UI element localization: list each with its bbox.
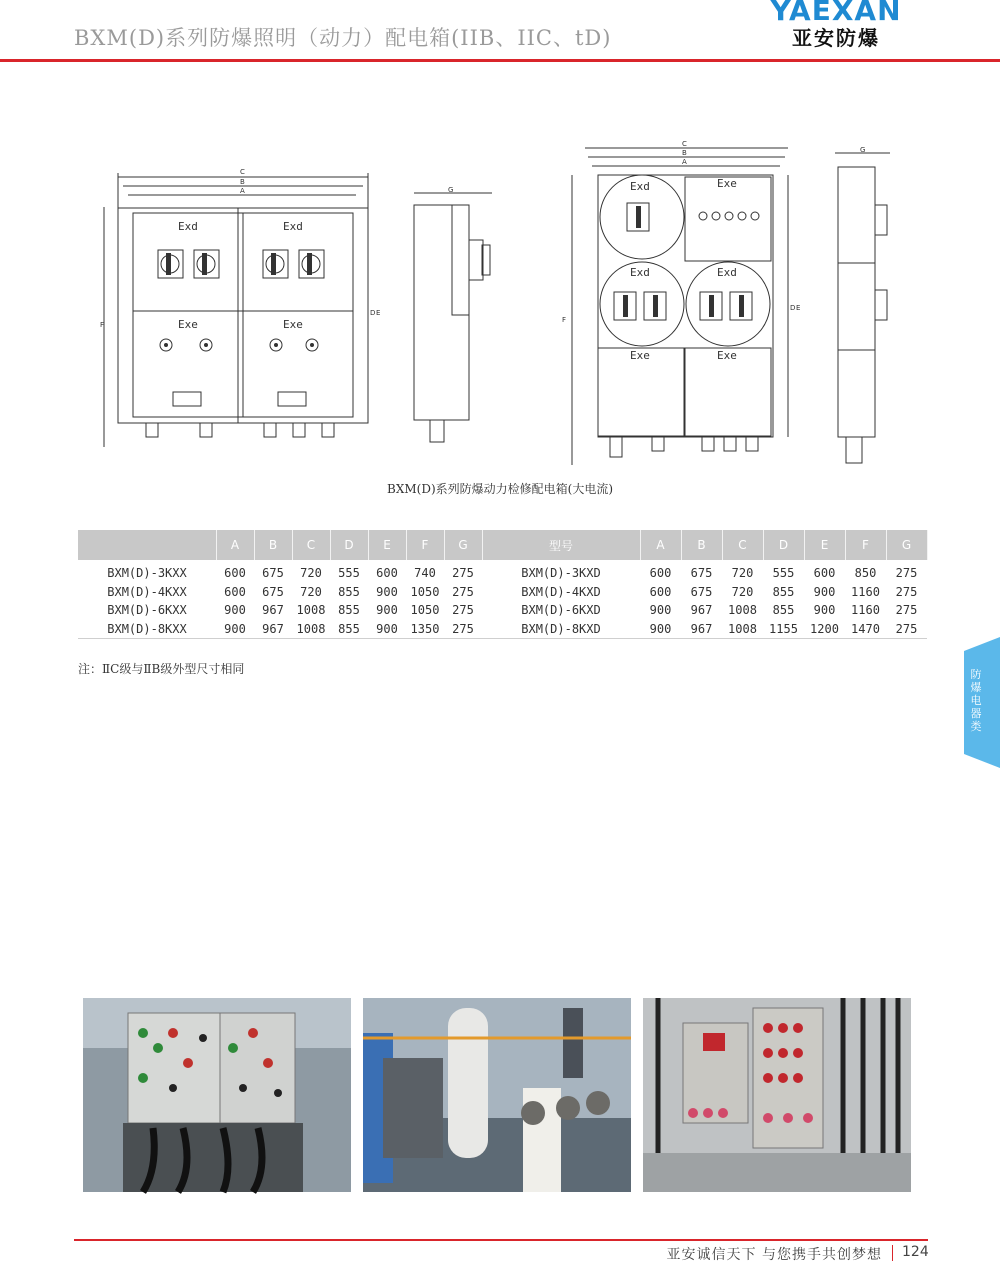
table-row <box>78 620 927 639</box>
table-header-cell: F <box>845 530 886 560</box>
table-cell: 967 <box>690 603 713 618</box>
table-cell: BXM(D)-4KXD <box>521 584 601 599</box>
table-header-cell: C <box>722 530 763 560</box>
table-cell: 1470 <box>845 620 886 639</box>
table-header-cell: E <box>804 530 845 560</box>
table-header-cell: G <box>886 530 927 560</box>
dim-d-2: D <box>790 304 796 312</box>
table-cell: 555 <box>772 566 795 581</box>
dim-a-2: A <box>682 158 687 166</box>
table-cell: 850 <box>854 566 877 581</box>
table-cell: 900 <box>368 620 406 639</box>
table-header-cell: B <box>681 530 722 560</box>
table-header-cell: E <box>368 530 406 560</box>
table-cell: BXM(D)-3KXD <box>521 566 601 581</box>
photo-plant-site <box>363 998 631 1192</box>
table-header-cell: G <box>444 530 482 560</box>
table-note: 注：ⅡC级与ⅡB级外型尺寸相同 <box>78 662 245 676</box>
label-exd-1: Exd <box>178 220 198 233</box>
table-cell: 1155 <box>763 620 804 639</box>
table-cell: 600 <box>649 584 672 599</box>
footer-slogan: 亚安诚信天下 与您携手共创梦想 <box>666 1247 882 1263</box>
table-cell: 1050 <box>410 584 440 599</box>
table-cell: 1350 <box>406 620 444 639</box>
dim-a: A <box>240 187 245 195</box>
table-cell: 1008 <box>722 620 763 639</box>
label-exd-4: Exd <box>630 266 650 279</box>
table-cell: 600 <box>376 566 398 581</box>
table-cell: 855 <box>772 584 795 599</box>
table-cell: 600 <box>224 566 246 581</box>
dim-c: C <box>240 168 245 176</box>
table-cell: 275 <box>895 584 918 599</box>
drawing-kxd-front <box>562 140 805 470</box>
table-cell: 900 <box>640 620 681 639</box>
label-exe-3: Exe <box>717 177 737 190</box>
dim-d: D <box>370 309 376 317</box>
table-row <box>78 583 927 602</box>
header-divider <box>0 59 1000 62</box>
table-cell: 275 <box>452 566 474 581</box>
table-cell: 555 <box>338 566 360 581</box>
table-cell: 720 <box>731 566 754 581</box>
dim-f-2: F <box>562 316 567 324</box>
dimension-table <box>78 530 928 639</box>
table-cell: 1008 <box>728 603 757 618</box>
table-header-cell: D <box>763 530 804 560</box>
table-cell: BXM(D)-4KXX <box>107 584 187 599</box>
table-row <box>78 601 927 620</box>
table-header-cell: D <box>330 530 368 560</box>
table-cell: 855 <box>330 620 368 639</box>
table-cell: 720 <box>731 584 754 599</box>
table-cell: 675 <box>690 584 713 599</box>
table-cell: 900 <box>376 603 398 618</box>
dim-e: E <box>376 309 381 317</box>
table-cell: 1200 <box>804 620 845 639</box>
label-exd-3: Exd <box>630 180 650 193</box>
table-cell: 900 <box>813 603 836 618</box>
table-cell: 675 <box>262 566 284 581</box>
table-header-cell: A <box>640 530 681 560</box>
table-cell: 967 <box>254 620 292 639</box>
dim-g: G <box>448 186 454 194</box>
footer-divider <box>74 1239 928 1241</box>
table-cell: 1160 <box>851 603 880 618</box>
label-exe-5: Exe <box>717 349 737 362</box>
table-row <box>78 560 927 583</box>
label-exe-4: Exe <box>630 349 650 362</box>
brand-name-cn: 亚安防爆 <box>792 26 880 50</box>
dim-e-2: E <box>796 304 801 312</box>
table-cell: 275 <box>895 603 918 618</box>
table-cell: 600 <box>649 566 672 581</box>
table-cell: 275 <box>452 584 474 599</box>
table-header-cell: F <box>406 530 444 560</box>
dim-c-2: C <box>682 140 687 148</box>
table-cell: 967 <box>262 603 284 618</box>
drawing-kxd-side <box>830 145 895 470</box>
table-header-row <box>78 530 927 560</box>
dim-b-2: B <box>682 149 687 157</box>
table-cell: 275 <box>886 620 927 639</box>
photo-installed-panel <box>83 998 351 1192</box>
page-number: 124 <box>902 1244 929 1260</box>
drawing-kxx-side <box>404 185 496 455</box>
table-header-cell: C <box>292 530 330 560</box>
table-cell: 900 <box>224 603 246 618</box>
table-cell: 855 <box>338 603 360 618</box>
drawing-kxx-front <box>98 165 388 455</box>
label-exe-2: Exe <box>283 318 303 331</box>
table-cell: 900 <box>216 620 254 639</box>
table-cell: BXM(D)-6KXX <box>107 603 187 618</box>
table-cell: 675 <box>262 584 284 599</box>
table-cell: BXM(D)-6KXD <box>521 603 601 618</box>
table-cell: 720 <box>300 566 322 581</box>
table-cell: 1008 <box>292 620 330 639</box>
footer-separator <box>892 1245 893 1261</box>
dim-g-2: G <box>860 146 866 154</box>
table-cell: 740 <box>414 566 436 581</box>
table-cell: 855 <box>338 584 360 599</box>
table-cell: 900 <box>813 584 836 599</box>
drawing-caption: BXM(D)系列防爆动力检修配电箱(大电流) <box>387 482 613 496</box>
label-exd-5: Exd <box>717 266 737 279</box>
table-cell: 600 <box>813 566 836 581</box>
label-exd-2: Exd <box>283 220 303 233</box>
table-cell: 1008 <box>296 603 326 618</box>
table-header-cell: A <box>216 530 254 560</box>
dim-f: F <box>100 321 105 329</box>
table-cell: 855 <box>772 603 795 618</box>
table-cell: 275 <box>895 566 918 581</box>
table-cell: 967 <box>681 620 722 639</box>
table-cell: 900 <box>649 603 672 618</box>
table-cell: BXM(D)-3KXX <box>107 566 187 581</box>
side-tab-label: 防爆电器类 <box>970 668 982 733</box>
table-header-cell <box>78 530 216 560</box>
dim-b: B <box>240 178 245 186</box>
table-header-cell: 型号 <box>482 530 640 560</box>
table-cell: 600 <box>224 584 246 599</box>
photo-wall-boxes <box>643 998 911 1192</box>
table-cell: 275 <box>452 603 474 618</box>
page-header-title: BXM(D)系列防爆照明（动力）配电箱(IIB、IIC、tD) <box>74 26 612 50</box>
brand-name-en: YAEXAN <box>770 0 902 27</box>
label-exe-1: Exe <box>178 318 198 331</box>
table-cell: BXM(D)-8KXD <box>482 620 640 639</box>
table-cell: BXM(D)-8KXX <box>78 620 216 639</box>
brand-logo <box>766 0 906 50</box>
table-cell: 675 <box>690 566 713 581</box>
table-cell: 1050 <box>410 603 440 618</box>
table-cell: 900 <box>376 584 398 599</box>
table-cell: 1160 <box>851 584 880 599</box>
table-header-cell: B <box>254 530 292 560</box>
table-cell: 275 <box>444 620 482 639</box>
table-cell: 720 <box>300 584 322 599</box>
